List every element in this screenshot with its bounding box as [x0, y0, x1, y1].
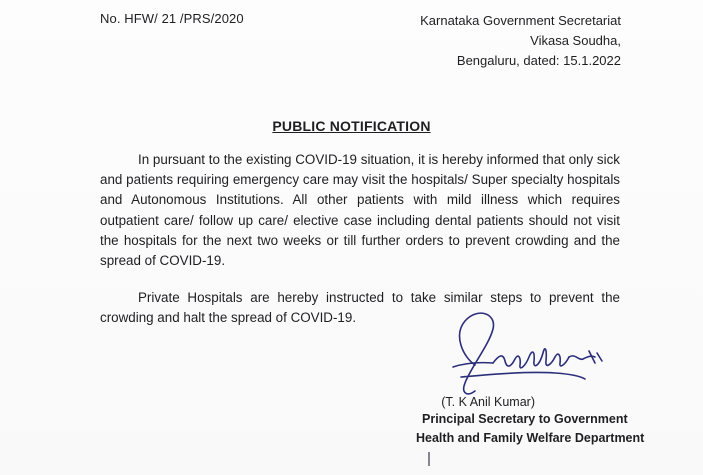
address-line-secretariat: Karnataka Government Secretariat [420, 13, 621, 28]
signatory-designation: Principal Secretary to Government [422, 412, 628, 426]
office-address [420, 11, 621, 71]
reference-number: No. HFW/ 21 /PRS/2020 [100, 11, 244, 26]
body-paragraph-1: In pursuant to the existing COVID-19 situation, it is hereby informed that only sick and patients requiring emergency care may visit the hospitals/ Super specialty hospitals and Autonomous Institutions. All other patients with mild illness which requires outpatient care/ follow up care/ elective case including dental patients should not visit the hospitals for the next two weeks or till further orders to prevent crowding and the spread of COVID-19. [100, 152, 620, 269]
signatory-name: (T. K Anil Kumar) [441, 395, 535, 409]
notification-title: PUBLIC NOTIFICATION [272, 118, 431, 134]
address-line-building: Vikasa Soudha, [530, 33, 621, 48]
margin-pen-mark [428, 452, 430, 466]
body-paragraph-2: Private Hospitals are hereby instructed to take similar steps to prevent the crowding and halt the spread of COVID-19. [100, 290, 620, 326]
handwritten-signature [405, 305, 620, 400]
address-line-city-date: Bengaluru, dated: 15.1.2022 [456, 53, 621, 68]
signatory-department: Health and Family Welfare Department [416, 431, 645, 445]
